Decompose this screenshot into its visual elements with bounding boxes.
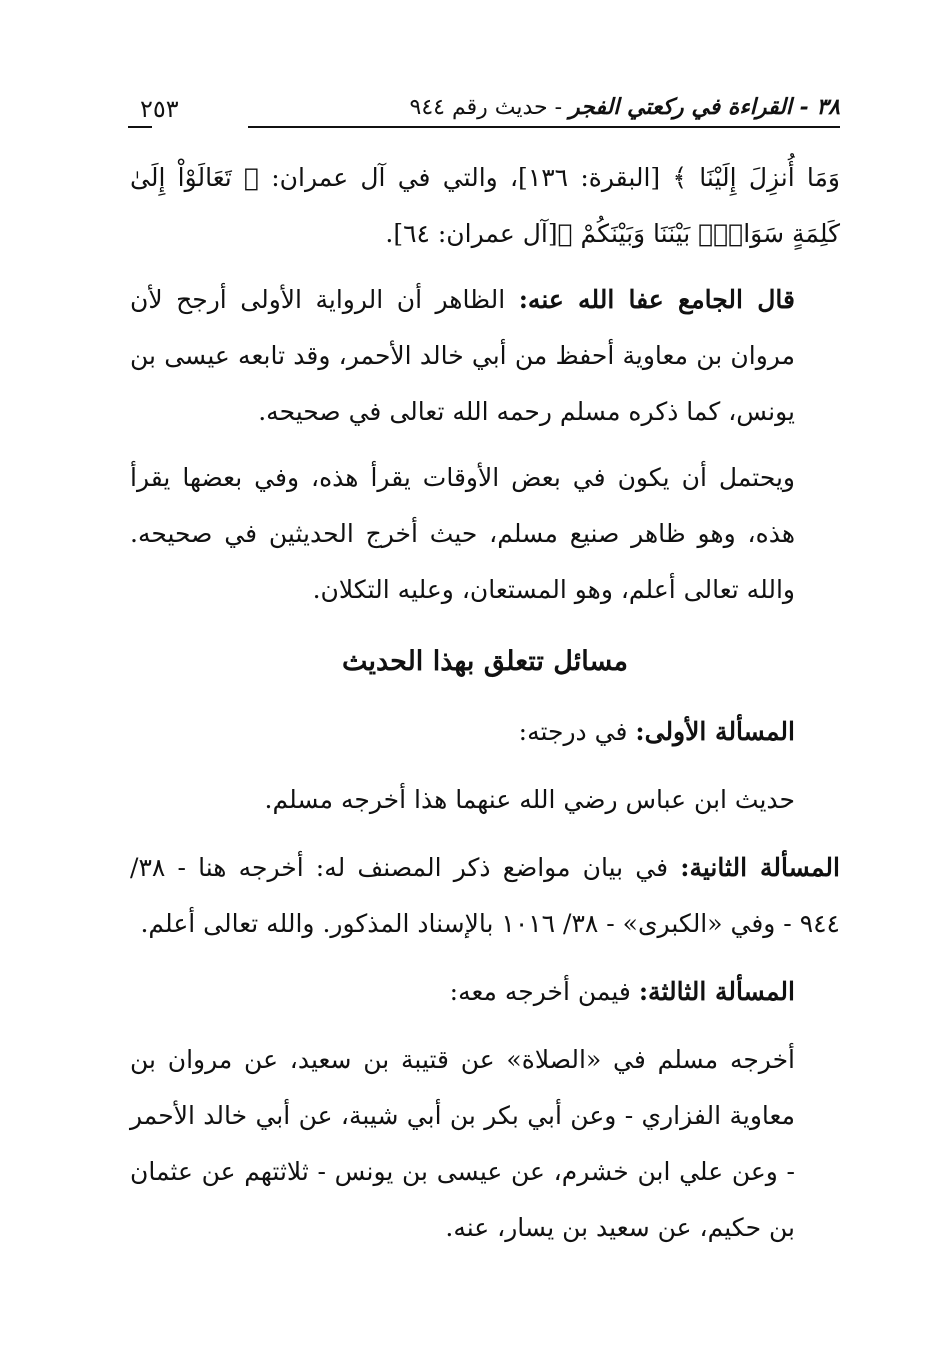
issue-second-lead: المسألة الثانية:	[680, 853, 840, 882]
issue-third-body: أخرجه مسلم في «الصلاة» عن قتيبة بن سعيد، عن مروان بن معاوية الفزاري - وعن أبي بكر بن أبي شيبة، عن أبي خالد الأحمر - وعن علي ابن خشرم، عن عيسى بن يونس - ثلاثتهم عن عثمان بن حكيم، عن سعيد بن يسار، عنه.	[130, 1045, 795, 1242]
issue-third-text: فيمن أخرجه معه:	[449, 977, 639, 1006]
page-number: ٢٥٣	[140, 95, 179, 123]
compiler-comment-paragraph	[130, 272, 840, 440]
compiler-comment-text: الظاهر أن الرواية الأولى أرجح لأن مروان بن معاوية أحفظ من أبي خالد الأحمر، وقد تابعه عيسى بن يونس، كما ذكره مسلم رحمه الله تعالى في صحيحه.	[130, 285, 795, 426]
issue-third-lead: المسألة الثالثة:	[638, 977, 795, 1006]
issue-first-heading	[130, 704, 840, 760]
header-rule	[248, 126, 840, 128]
issue-second-text: في بيان مواضع ذكر المصنف له: أخرجه هنا - ٣٨/ ٩٤٤ - وفي «الكبرى» - ٣٨/ ١٠١٦ بالإسناد المذكور. والله تعالى أعلم.	[130, 853, 840, 938]
section-heading: مسائل تتعلق بهذا الحديث	[341, 646, 629, 677]
header-title	[410, 92, 841, 123]
page-body	[130, 150, 840, 1256]
issue-first-body: حديث ابن عباس رضي الله عنهما هذا أخرجه مسلم.	[264, 785, 795, 814]
issue-first-lead: المسألة الأولى:	[635, 717, 795, 746]
hadith-label: - حديث رقم ٩٤٤	[409, 95, 563, 120]
possibility-paragraph: ويحتمل أن يكون في بعض الأوقات يقرأ هذه، وفي بعضها يقرأ هذه، وهو ظاهر صنيع مسلم، حيث أخرج الحديثين في صحيحه. والله تعالى أعلم، وهو المستعان، وعليه التكلان.	[130, 463, 795, 604]
issue-first-text: في درجته:	[518, 717, 636, 746]
header-rule-short	[128, 126, 152, 128]
quran-citation-paragraph: وَمَا أُنزِلَ إِلَيْنَا ﴾ [البقرة: ١٣٦]، والتي في آل عمران: ﴿ تَعَالَوْاْ إِلَىٰ كَلِمَةٍ سَوَاءِۭ بَيْنَنَا وَبَيْنَكُمْ ﴾[آل عمران: ٦٤].	[130, 163, 840, 248]
issue-third-heading	[130, 964, 840, 1020]
running-header	[128, 92, 840, 132]
issue-second-paragraph	[130, 840, 840, 952]
chapter-label: ٣٨ - القراءة في ركعتي الفجر	[569, 94, 840, 120]
compiler-comment-lead: قال الجامع عفا الله عنه:	[518, 285, 795, 314]
